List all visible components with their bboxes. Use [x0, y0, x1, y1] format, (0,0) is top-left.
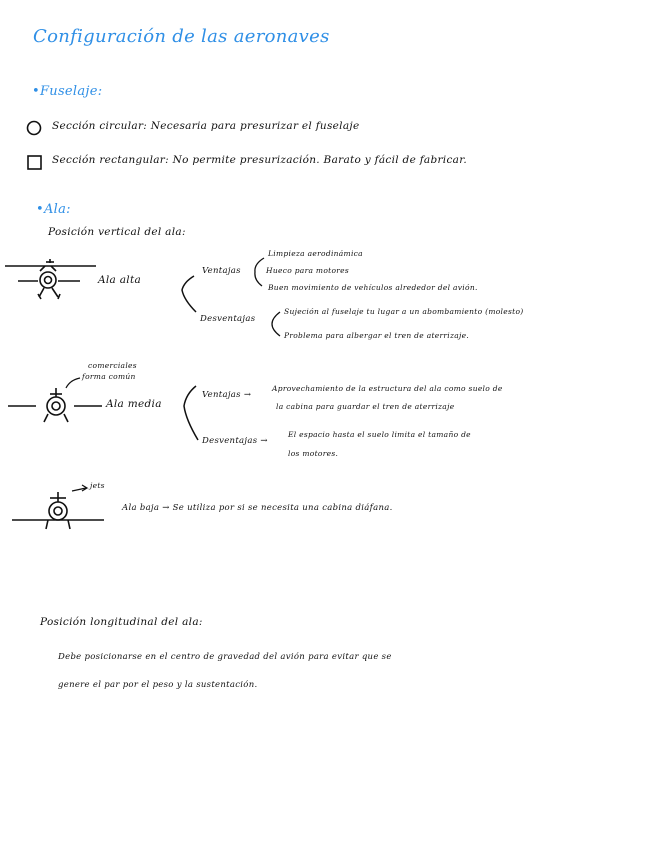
ala-media-desventajas-line-1: El espacio hasta el suelo limita el tamaño de — [288, 430, 471, 439]
ala-alta-label: Ala alta — [98, 274, 142, 286]
ala-media-annotation-2: forma común — [82, 372, 136, 381]
fuselaje-heading: •Fuselaje: — [32, 84, 103, 99]
ala-media-desventajas-label: Desventajas → — [202, 436, 268, 446]
brace-ventajas-alta — [255, 258, 264, 286]
ala-media-ventajas-line-1: Aprovechamiento de la estructura del ala como suelo de — [272, 384, 503, 393]
vertical-position-title: Posición vertical del ala: — [48, 226, 186, 238]
ala-alta-ventaja-3: Buen movimiento de vehículos alrededor del avión. — [268, 283, 478, 292]
ala-heading: •Ala: — [36, 202, 71, 217]
page-title: Configuración de las aeronaves — [33, 26, 330, 47]
ala-alta-ventaja-1: Limpieza aerodinámica — [268, 249, 363, 258]
brace-desventajas-alta — [272, 312, 280, 336]
ala-alta-desventaja-2: Problema para albergar el tren de aterrizaje. — [284, 331, 470, 340]
ala-media-desventajas-line-2: los motores. — [288, 449, 339, 458]
brace-ala-alta — [182, 276, 196, 312]
high-wing-plane-icon — [5, 259, 96, 299]
circle-section-icon — [28, 122, 41, 135]
rectangular-section-text: Sección rectangular: No permite presurización. Barato y fácil de fabricar. — [52, 154, 468, 166]
longitudinal-line-1: Debe posicionarse en el centro de gravedad del avión para evitar que se — [58, 652, 392, 662]
ala-alta-ventaja-2: Hueco para motores — [266, 266, 350, 275]
ala-media-ventajas-label: Ventajas → — [202, 390, 252, 400]
ala-baja-annotation: jets — [90, 481, 105, 490]
longitudinal-line-2: genere el par por el peso y la sustentación. — [58, 680, 258, 690]
mid-wing-plane-icon — [8, 388, 102, 422]
square-section-icon — [28, 156, 41, 169]
ala-alta-desventajas-label: Desventajas — [200, 314, 256, 324]
ala-media-label: Ala media — [106, 398, 162, 410]
ala-media-annotation-1: comerciales — [88, 361, 137, 370]
ala-baja-label: Ala baja → Se utiliza por si se necesita una cabina diáfana. — [122, 503, 393, 513]
longitudinal-title: Posición longitudinal del ala: — [40, 616, 203, 628]
annotation-arrow-mid — [66, 378, 80, 388]
circular-section-text: Sección circular: Necesaria para presurizar el fuselaje — [52, 120, 360, 132]
ala-alta-desventaja-1: Sujeción al fuselaje tu lugar a un abombamiento (molesto) — [284, 307, 524, 316]
ala-alta-ventajas-label: Ventajas — [202, 266, 241, 276]
low-wing-plane-icon — [12, 492, 104, 529]
ala-media-ventajas-line-2: la cabina para guardar el tren de aterrizaje — [276, 402, 455, 411]
brace-ala-media — [184, 386, 198, 440]
